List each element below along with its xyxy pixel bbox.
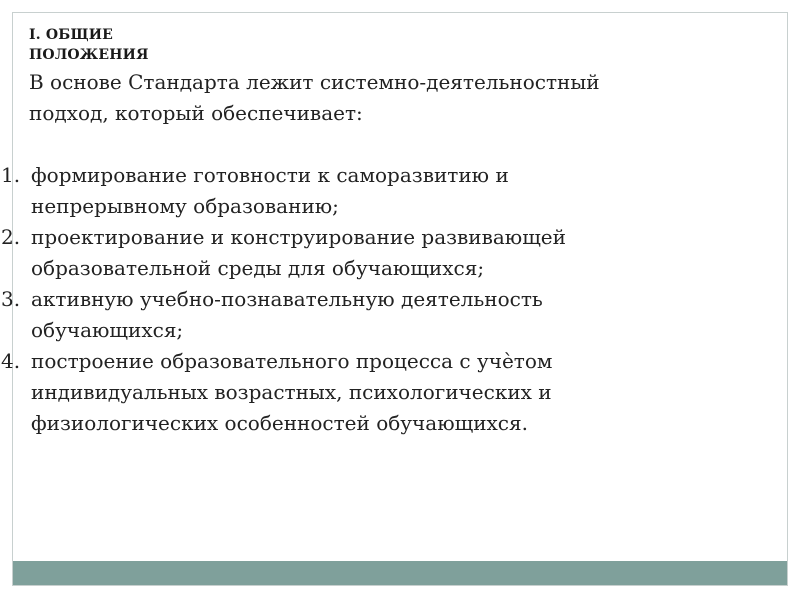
list-item <box>1 284 753 346</box>
list-item-line-1: проектирование и конструирование развивающей <box>31 225 566 249</box>
list-item <box>1 160 753 222</box>
list-item-line-1: формирование готовности к саморазвитию и <box>31 163 509 187</box>
list-item <box>1 346 753 439</box>
list-item-line-3: физиологических особенностей обучающихся. <box>31 411 528 435</box>
footer-bar <box>13 561 787 585</box>
intro-paragraph <box>29 67 753 129</box>
intro-line-2: подход, который обеспечивает: <box>29 101 363 125</box>
section-heading-line-1: I. ОБЩИЕ <box>29 27 114 43</box>
list-item-line-1: активную учебно-познавательную деятельность <box>31 287 543 311</box>
list-item-line-2: индивидуальных возрастных, психологических и <box>31 380 552 404</box>
list-item-number: 4. <box>1 349 21 373</box>
section-heading-line-2: ПОЛОЖЕНИЯ <box>29 47 149 63</box>
slide-body <box>1 67 753 439</box>
slide <box>1 12 788 586</box>
list-item-line-2: обучающихся; <box>31 318 184 342</box>
intro-line-1: В основе Стандарта лежит системно-деятельностный <box>29 70 600 94</box>
list-item <box>1 222 753 284</box>
list-item-line-2: непрерывному образованию; <box>31 194 339 218</box>
list-item-number: 3. <box>1 287 21 311</box>
list-item-number: 2. <box>1 225 21 249</box>
numbered-list <box>1 160 753 439</box>
list-item-line-1: построение образовательного процесса с учѐтом <box>31 349 553 373</box>
list-item-line-2: образовательной среды для обучающихся; <box>31 256 485 280</box>
section-heading <box>29 25 149 65</box>
list-item-number: 1. <box>1 163 21 187</box>
